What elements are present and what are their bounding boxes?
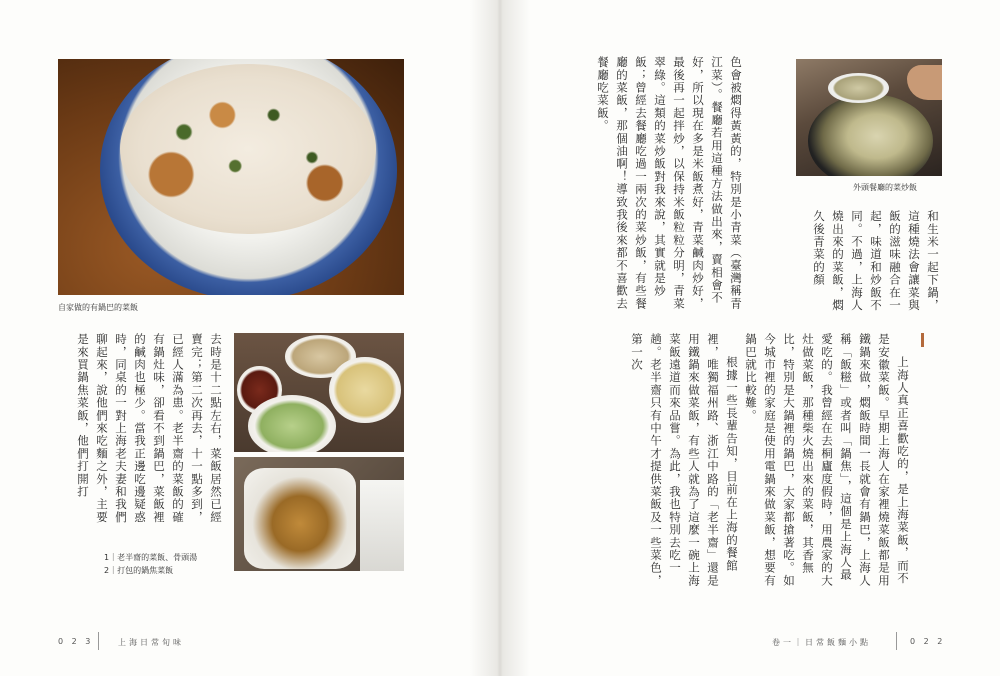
photo-caption-list — [104, 551, 197, 577]
text-left-bottom-block — [55, 333, 225, 533]
paragraph-left-bottom: 去時是十二點左右，菜飯居然已經賣完；第二次再去，十一點多到，已經人滿為患。老半齋的菜飯的確有鍋灶味，卻看不到鍋巴，菜飯裡的鹹肉也極少。當我正邊吃邊疑惑時，同桌的一對上海老夫妻和我們聊起來，說他們來吃麵之外，主要是來買鍋焦菜飯，他們打開打 — [76, 333, 223, 524]
paragraph-right-top: 和生米一起下鍋，這種燒法會讓菜與飯的滋味融合在一起，味道和炒飯不同。不過，上海人燒出來的菜飯，燜久後青菜的顏 — [812, 210, 940, 312]
text-right-bottom-block — [592, 333, 912, 591]
footer-right-page-number: 0 2 2 — [910, 637, 946, 646]
footer-left-divider — [98, 632, 99, 650]
footer-left-page-number: 0 2 3 — [58, 637, 94, 646]
footer-right-chapter: 卷一｜日常飯麵小點 — [772, 638, 871, 647]
paragraph-right-bottom-2: 根據一些長輩告知，目前在上海的餐館裡，唯獨福州路、浙江中路的「老半齋」還是用鐵鍋來做菜飯，有些人就為了這麼一碗上海菜飯遠道而來品嘗。為此，我也特別去吃一趟。老半齋只有中午才提供菜飯及一些菜色，第一次 — [630, 333, 739, 587]
photo-caption-restaurant-fried-rice: 外頭餐廳的菜炒飯 — [853, 183, 917, 192]
photo-restaurant-fried-rice — [796, 59, 942, 176]
photo-caption-homemade-rice: 自家做的有鍋巴的菜飯 — [58, 303, 138, 312]
footer-left-title: 上海日常旬味 — [118, 638, 184, 647]
text-right-page-top-left — [592, 56, 745, 314]
book-gutter — [470, 0, 530, 676]
photo-takeout-crispy-rice — [234, 457, 404, 571]
paragraph-left-top: 色會被燜得黃黃的，特別是小青菜（臺灣稱青江菜）。餐廳若用這種方法做出來，賣相會不好，所以現在多是米飯煮好，青菜鹹肉炒好，最後再一起拌炒，以保持米飯粒粒分明，青菜翠綠。這類的菜炒飯對我來說，其實就是炒飯；曾經去餐廳吃過一兩次的菜炒飯，有些餐廳的菜飯，那個油啊！導致我後來都不喜歡去餐廳吃菜飯。 — [596, 56, 743, 310]
section-accent-bar — [921, 333, 924, 347]
photo-homemade-rice — [58, 59, 404, 295]
footer-right-divider — [896, 632, 897, 650]
photo-caption-item-1: 1｜老半齋的菜飯、骨頭湯 — [104, 553, 198, 562]
paragraph-right-bottom-1: 上海人真正喜歡吃的，是上海菜飯，而不是安徽菜飯。早期上海人在家裡燒菜飯都是用鐵鍋來做，燜飯時間一長就會有鍋巴，上海人稱「飯糍」或者叫「鍋焦」，這個是上海人最愛吃的。我曾經在去桐廬度假時，用農家的大灶做菜飯，那種柴火燒出來的菜飯，其香無比，特別是大鍋裡的鍋巴，大家都搶著吃。如今城市裡的家庭是使用電鍋來做菜飯，想要有鍋巴就比較難。 — [744, 333, 910, 587]
photo-laobanzhai-rice-soup — [234, 333, 404, 452]
photo-caption-item-2: 2｜打包的鍋焦菜飯 — [104, 566, 174, 575]
text-right-top-block — [792, 210, 942, 314]
